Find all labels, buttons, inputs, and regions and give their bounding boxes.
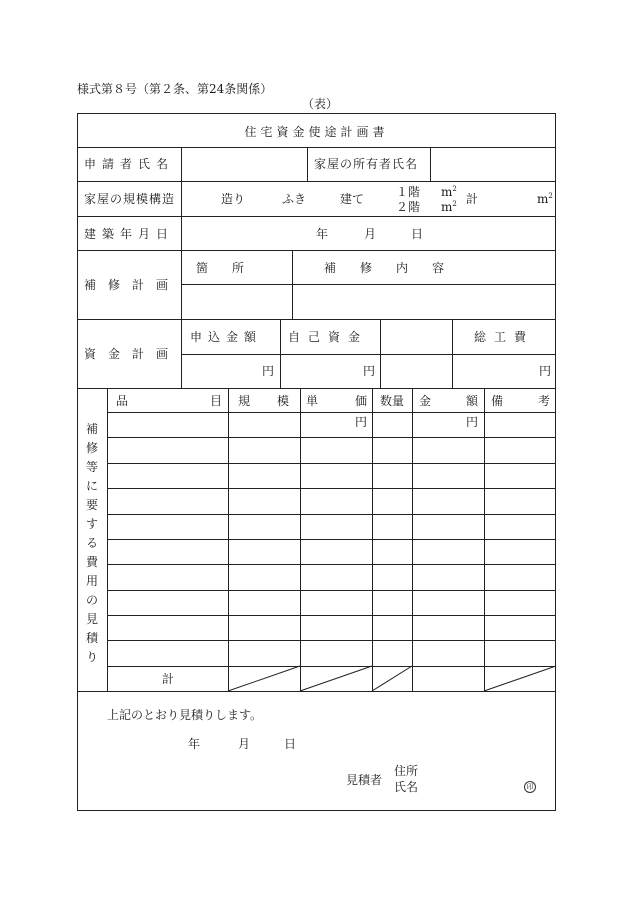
built-month: 月 [364, 227, 377, 241]
header-amount-b: 額 [466, 394, 479, 408]
estimator-address-label: 住所 [394, 764, 419, 778]
total-cost-yen: 円 [539, 364, 552, 378]
header-spec-a: 規 [238, 394, 251, 408]
repair-plan-label: 補修計画 [84, 278, 181, 292]
funding-plan-label: 資金計画 [84, 347, 181, 361]
floor2-label: ２階 [396, 200, 421, 214]
owner-name-label: 家屋の所有者氏名 [314, 157, 419, 171]
page-side-label: （表） [302, 97, 339, 111]
estimate-statement: 上記のとおり見積りします。 [107, 708, 263, 722]
seal-icon: 印 [524, 781, 536, 793]
own-funds-header: 自己資金 [288, 330, 369, 344]
form-title: 住宅資金使途計画書 [244, 125, 389, 139]
estimate-total-label: 計 [162, 672, 175, 686]
amount-yen: 円 [466, 415, 479, 429]
total-row-slashes [228, 666, 556, 691]
header-note-a: 備 [491, 394, 504, 408]
floor2-unit: $m^2$ [441, 200, 457, 214]
header-price-b: 価 [355, 394, 368, 408]
structure-fuki: ふき [282, 192, 307, 206]
floor1-unit: $m^2$ [441, 185, 457, 199]
structure-zukuri: 造り [221, 192, 246, 206]
built-year: 年 [316, 227, 329, 241]
structure-label: 家屋の規模構造 [84, 192, 176, 206]
unit-price-yen: 円 [355, 415, 368, 429]
header-note-b: 考 [538, 394, 551, 408]
structure-total-label: 計 [466, 192, 479, 206]
own-funds-yen: 円 [363, 364, 376, 378]
repair-content-field[interactable] [293, 285, 556, 319]
application-amount-yen: 円 [262, 364, 275, 378]
applicant-name-field[interactable] [182, 148, 307, 181]
owner-name-field[interactable] [431, 148, 556, 181]
footer-day: 日 [284, 737, 297, 751]
footer-month: 月 [238, 737, 251, 751]
header-amount-a: 金 [419, 394, 432, 408]
header-quantity: 数量 [380, 394, 405, 408]
structure-tate: 建て [340, 192, 365, 206]
header-spec-b: 模 [277, 394, 290, 408]
total-unit: $m^2$ [537, 192, 553, 206]
total-cost-header: 総工費 [474, 330, 535, 344]
form-number: 様式第８号（第２条、第24条関係） [77, 82, 273, 96]
estimator-name-label: 氏名 [394, 780, 419, 794]
repair-content-header: 補 修 内 容 [324, 261, 445, 275]
header-price-a: 単 [306, 394, 319, 408]
footer-year: 年 [188, 737, 201, 751]
application-amount-header: 申込金額 [190, 330, 263, 344]
header-item-b: 目 [210, 394, 223, 408]
applicant-name-label: 申請者氏名 [84, 157, 175, 171]
repair-location-header: 箇 所 [196, 261, 245, 275]
repair-location-field[interactable] [182, 285, 292, 319]
built-day: 日 [411, 227, 424, 241]
header-item-a: 品 [116, 394, 129, 408]
built-date-label: 建築年月日 [84, 227, 175, 241]
estimator-label: 見積者 [346, 773, 383, 787]
floor1-label: １階 [396, 185, 421, 199]
